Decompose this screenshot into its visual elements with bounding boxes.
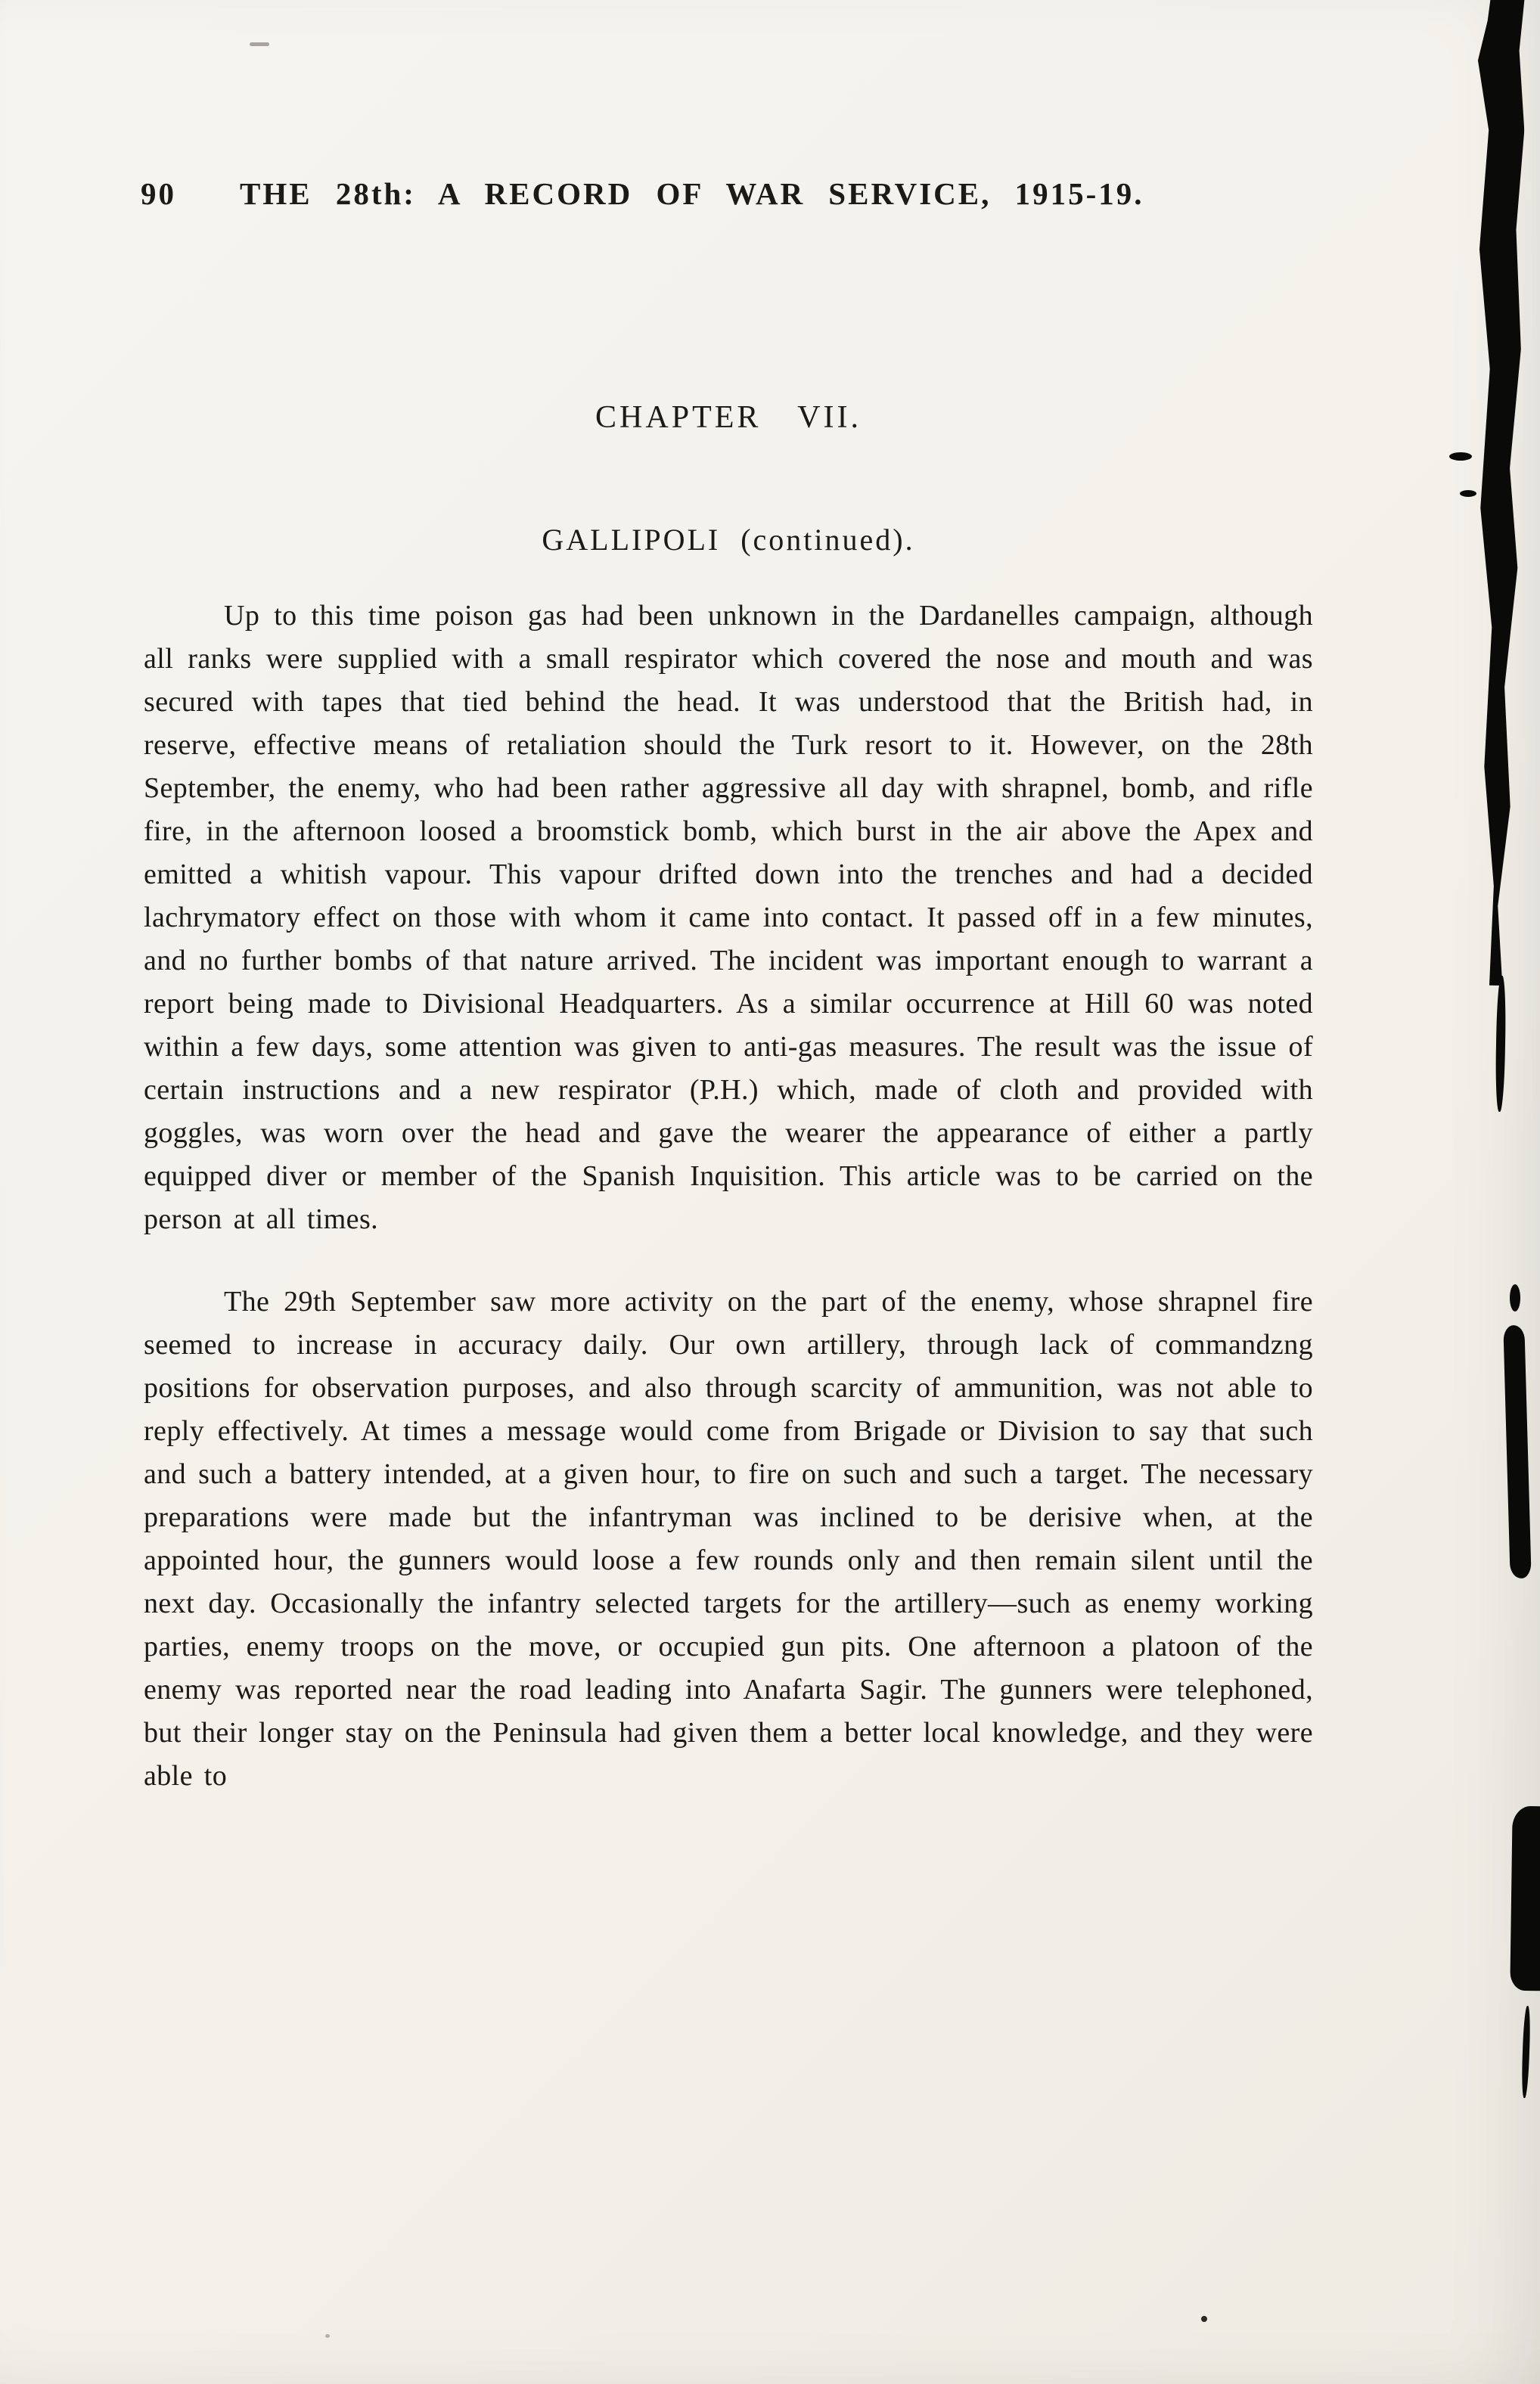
- page-number: 90: [141, 176, 176, 211]
- scan-artifact-dot: [325, 2334, 330, 2338]
- paragraph-1: Up to this time poison gas had been unknown in the Dardanelles campaign, although all ranks were supplied with a small respirator which covered the nose and mouth and was secured with tapes that tied behind the head. It was understood that the British had, in reserve, effective means of retaliation should the Turk resort to it. However, on the 28th September, the enemy, who had been rather aggressive all day with shrapnel, bomb, and rifle fire, in the afternoon loosed a broomstick bomb, which burst in the air above the Apex and emitted a whitish vapour. This vapour drifted down into the trenches and had a decided lachrymatory effect on those with whom it came into contact. It passed off in a few minutes, and no further bombs of that nature arrived. The incident was important enough to warrant a report being made to Divisional Headquarters. As a similar occurrence at Hill 60 was noted within a few days, some attention was given to anti-gas measures. The result was the issue of certain instructions and a new respirator (P.H.) which, made of cloth and provided with goggles, was worn over the head and gave the wearer the appearance of either a partly equipped diver or member of the Spanish Inquisition. This article was to be carried on the person at all times.: [144, 600, 1313, 1235]
- binding-ink-nub: [1449, 452, 1472, 461]
- paragraph-2: The 29th September saw more activity on the part of the enemy, whose shrapnel fire seemed to increase in accuracy daily. Our own artillery, through lack of commandzng positions for observation purposes, and also through scarcity of ammunition, was not able to reply effectively. At times a message would come from Brigade or Division to say that such and such a battery intended, at a given hour, to fire on such and such a target. The necessary preparations were made but the infantryman was inclined to be derisive when, at the appointed hour, the gunners would loose a few rounds only and then remain silent until the next day. Occasionally the infantry selected targets for the artillery—such as enemy working parties, enemy troops on the move, or occupied gun pits. One afternoon a platoon of the enemy was reported near the road leading into Anafarta Sagir. The gunners were telephoned, but their longer stay on the Peninsula had given them a better local knowledge, and they were able to: [144, 1286, 1313, 1792]
- binding-ink-nub: [1460, 490, 1476, 497]
- binding-ink-mark-top: [1471, 0, 1525, 986]
- scan-artifact-dash: [250, 42, 269, 46]
- page-body: [144, 594, 1313, 1798]
- binding-ink-mark-thin: [1521, 2006, 1531, 2098]
- running-header-title: THE 28th: A RECORD OF WAR SERVICE, 1915-19.: [240, 176, 1144, 211]
- chapter-heading: CHAPTER VII.: [595, 400, 862, 435]
- scan-artifact-dot: [1201, 2316, 1207, 2322]
- binding-ink-mark-lower: [1510, 1806, 1540, 1991]
- binding-ink-mark-top-tail: [1495, 976, 1506, 1112]
- running-header: [141, 175, 1298, 212]
- binding-ink-mark-middle: [1503, 1325, 1531, 1579]
- binding-ink-blob: [1510, 1284, 1520, 1312]
- section-heading: GALLIPOLI (continued).: [542, 523, 915, 557]
